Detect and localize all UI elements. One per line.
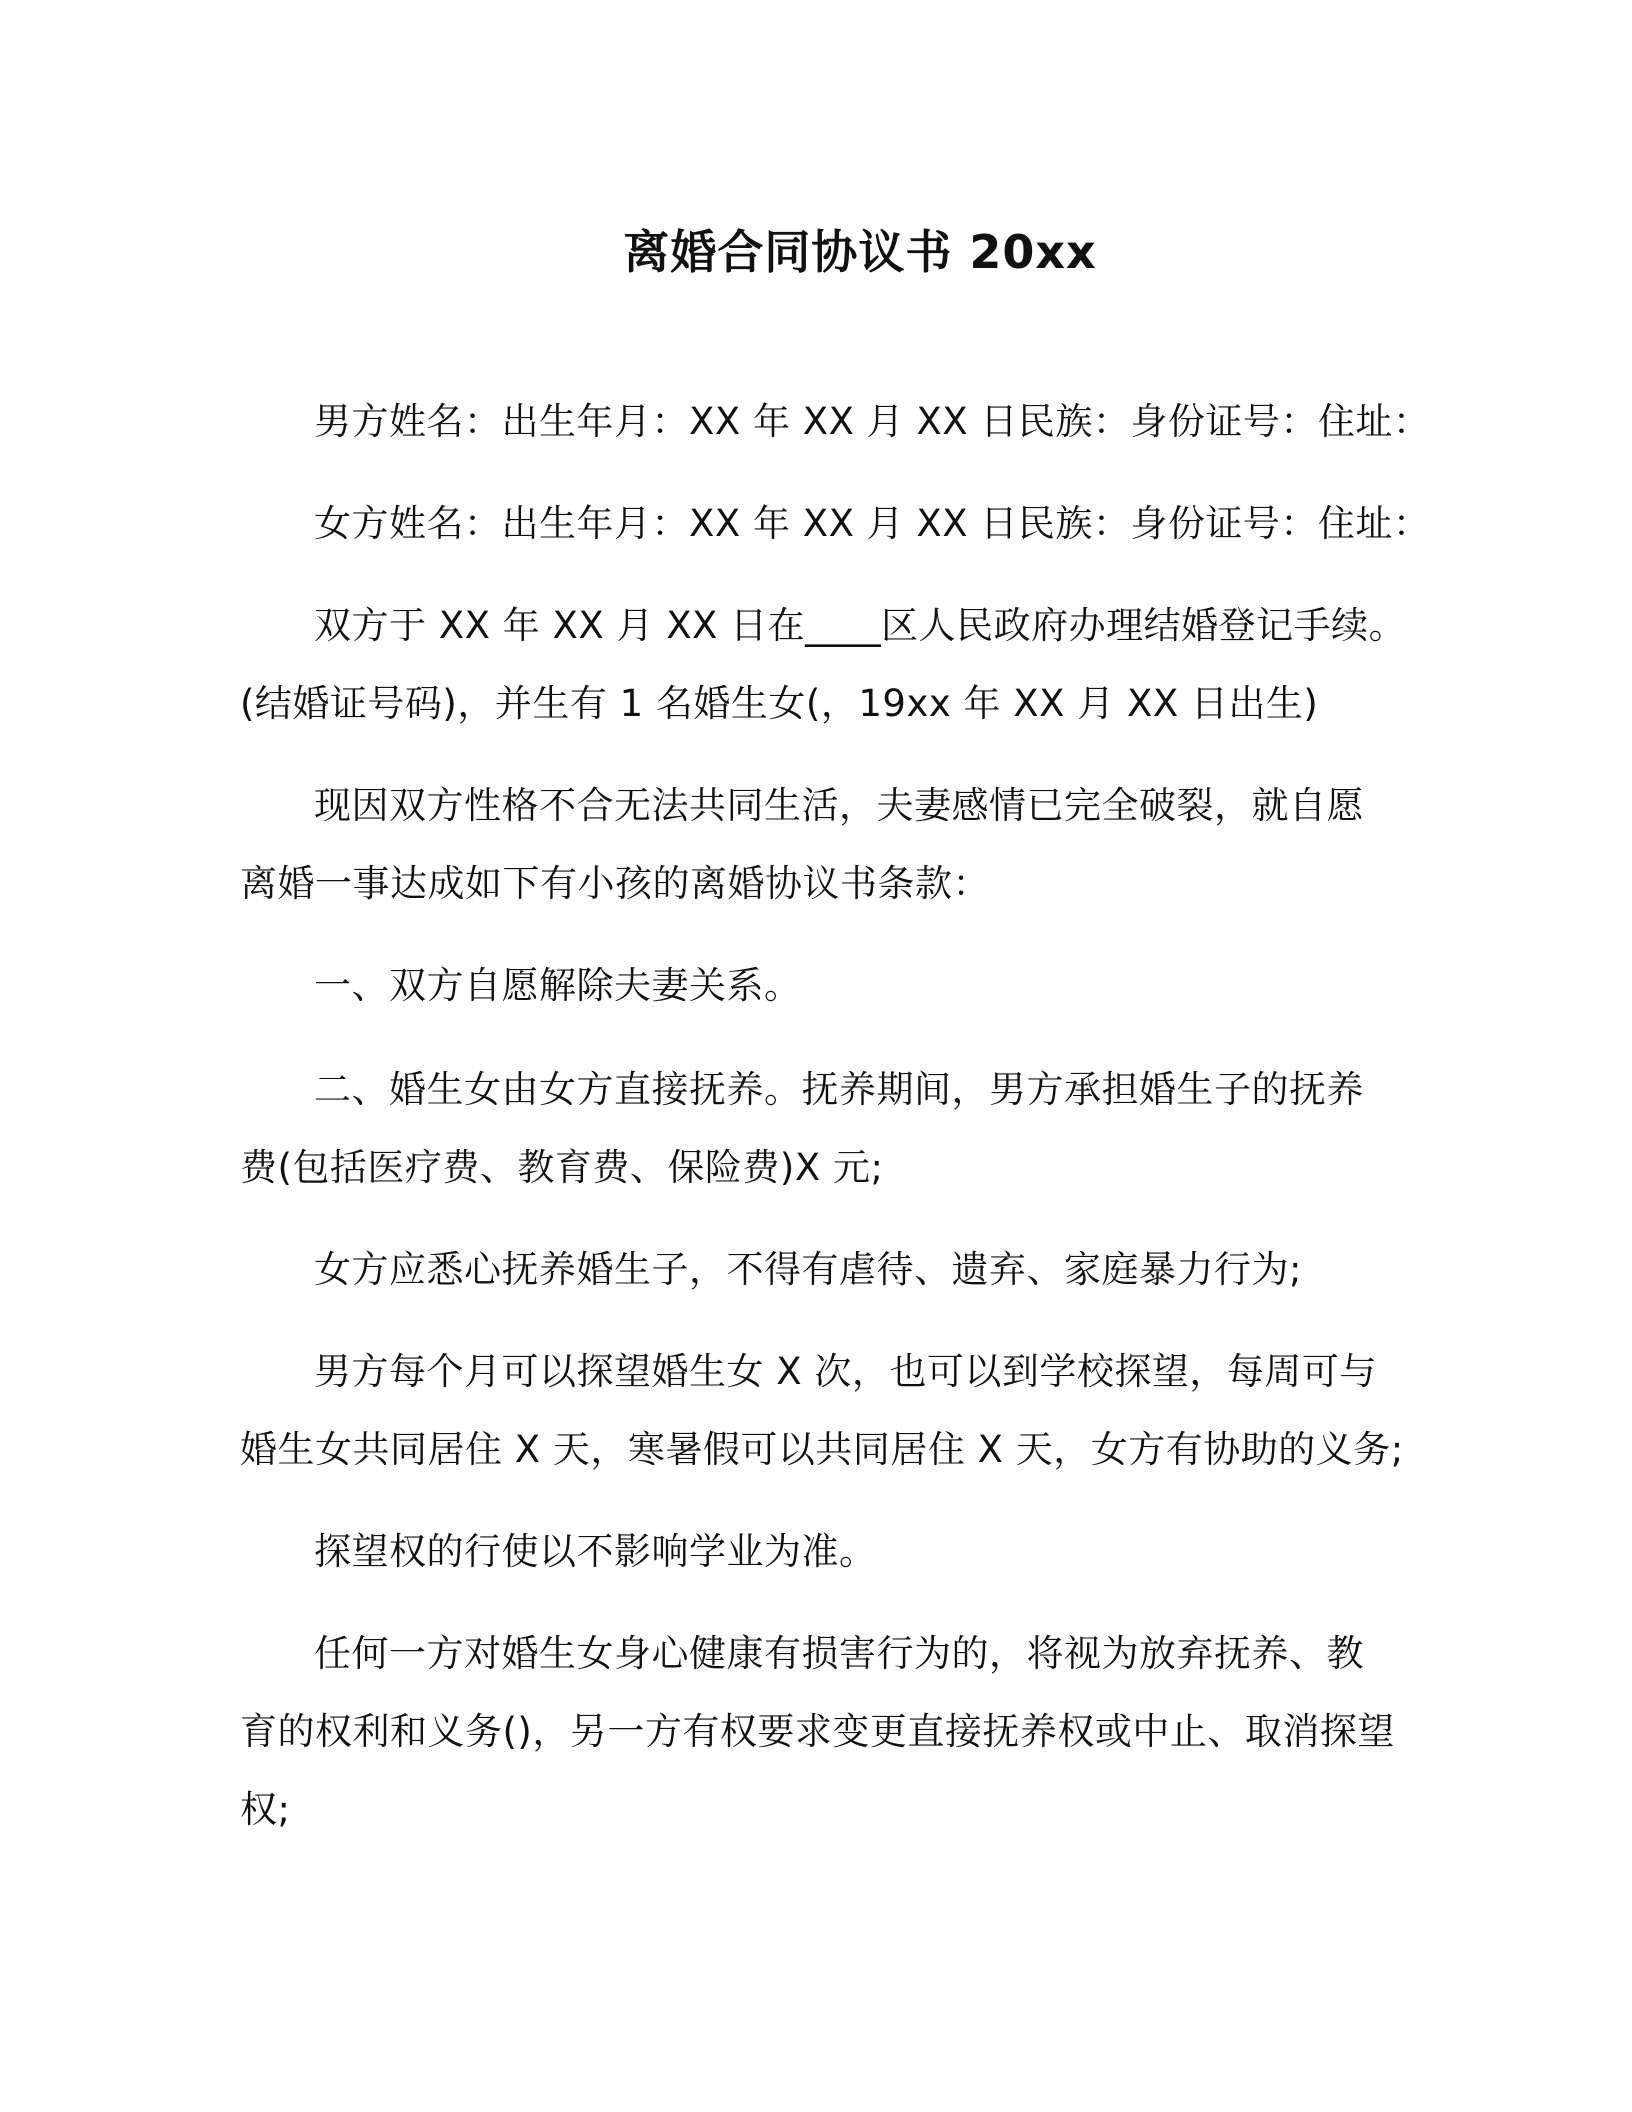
visitation-line-cont: 婚生女共同居住 X 天，寒暑假可以共同居住 X 天，女方有协助的义务; [240,1428,1404,1471]
visitation-line: 男方每个月可以探望婚生女 X 次，也可以到学校探望，每周可与 [314,1350,1377,1393]
document-title: 离婚合同协议书 20xx [623,225,1097,279]
female-info-line: 女方姓名：出生年月：XX 年 XX 月 XX 日民族：身份证号：住址： [314,502,1431,545]
clause-two: 二、婚生女由女方直接抚养。抚养期间，男方承担婚生子的抚养 [314,1068,1364,1111]
marriage-registration-line: 双方于 XX 年 XX 月 XX 日在____区人民政府办理结婚登记手续。 [314,604,1407,647]
marriage-certificate-line: (结婚证号码)，并生有 1 名婚生女(，19xx 年 XX 月 XX 日出生) [240,682,1319,725]
visitation-condition-line: 探望权的行使以不影响学业为准。 [314,1530,877,1573]
harm-clause-line-cont: 育的权利和义务()，另一方有权要求变更直接抚养权或中止、取消探望 [240,1710,1395,1753]
harm-clause-line-end: 权; [240,1788,291,1831]
clause-two-cont: 费(包括医疗费、教育费、保险费)X 元; [240,1146,884,1189]
male-info-line: 男方姓名：出生年月：XX 年 XX 月 XX 日民族：身份证号：住址： [314,400,1431,443]
divorce-reason-line: 现因双方性格不合无法共同生活，夫妻感情已完全破裂，就自愿 [314,784,1364,827]
clause-one: 一、双方自愿解除夫妻关系。 [314,964,802,1007]
custody-duty-line: 女方应悉心抚养婚生子，不得有虐待、遗弃、家庭暴力行为; [314,1248,1302,1291]
divorce-reason-line-cont: 离婚一事达成如下有小孩的离婚协议书条款： [240,862,990,905]
harm-clause-line: 任何一方对婚生女身心健康有损害行为的，将视为放弃抚养、教 [314,1632,1364,1675]
